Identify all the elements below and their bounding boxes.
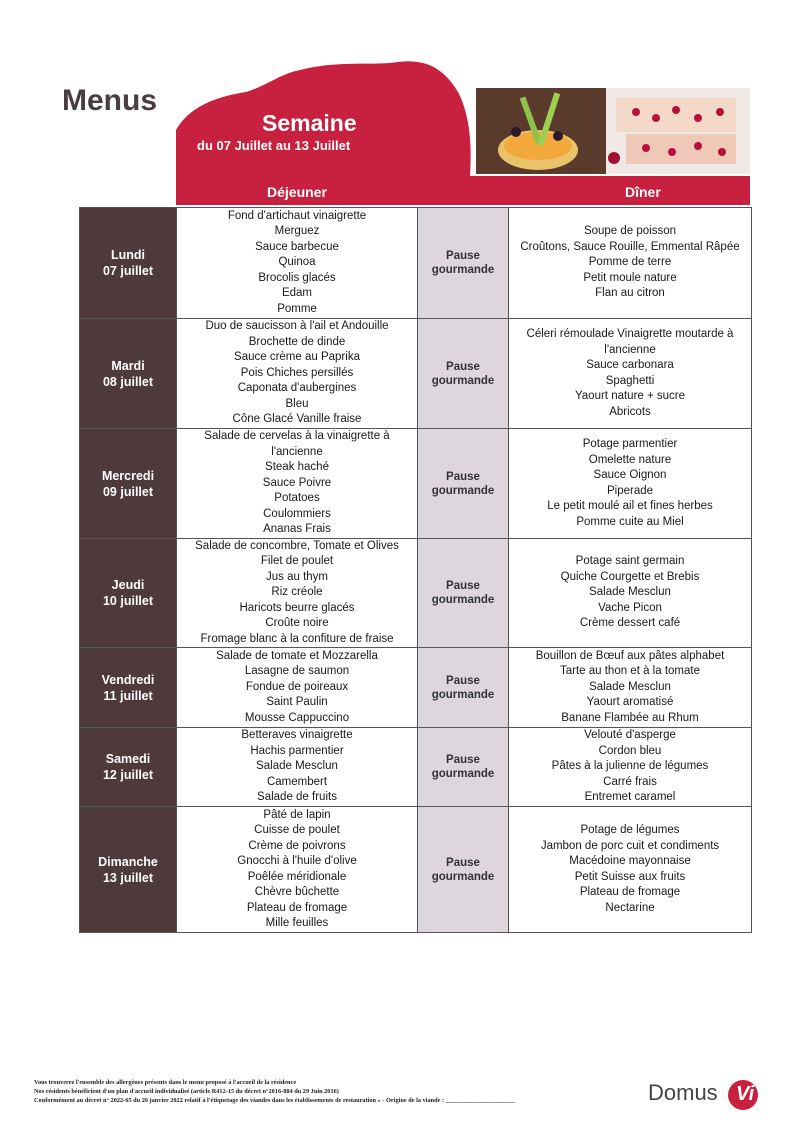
dejeuner-item: Mousse Cappuccino [244,711,350,724]
dejeuner-item: Brocolis glacés [258,271,336,284]
pause-label: Pause [446,856,480,869]
diner-item: Tarte au thon et à la tomate [559,665,700,678]
pause-cell [417,648,509,727]
dejeuner-item: Salade Mesclun [256,760,338,773]
dejeuner-item: Salade de tomate et Mozzarella [216,649,378,662]
pause-cell [417,429,509,538]
dejeuner-header: Déjeuner [267,184,327,200]
dejeuner-item: Filet de poulet [260,555,334,568]
day-row [80,319,751,429]
dejeuner-item: Bleu [285,397,309,410]
diner-cell [509,728,751,806]
footer-plan: Nos résidents bénéficient d'un plan d'accueil individualisé (article R412-15 du décret n°2016-884 du 29 Juin 2016) [34,1088,339,1095]
day-date: 13 juillet [102,870,154,885]
diner-item: Quiche Courgette et Brebis [560,570,700,583]
diner-item: Soupe de poisson [583,225,677,238]
day-name: Jeudi [111,578,145,592]
pause-cell [417,807,509,932]
footer-allergens: Vous trouverez l'ensemble des allergènes présents dans le menu proposé à l'accueil de la résidence [34,1079,297,1086]
day-name: Samedi [105,752,151,766]
dejeuner-item: Fromage blanc à la confiture de fraise [200,632,394,645]
dejeuner-item: Crème de poivrons [248,839,346,852]
diner-item: Crème dessert café [579,617,681,630]
pause-cell [417,319,509,428]
pause-label: Pause [446,754,480,766]
page-title: Menus [62,84,158,117]
day-cell [80,429,176,538]
diner-item: Pomme de terre [588,256,672,269]
dejeuner-item: Sauce Poivre [262,476,332,489]
dejeuner-item: Plateau de fromage [246,901,348,914]
dejeuner-cell [176,319,417,428]
diner-item: Salade Mesclun [589,680,671,693]
diner-item: Omelette nature [588,453,672,466]
diner-item: Pâtes à la julienne de légumes [551,760,709,773]
diner-item: Velouté d'asperge [584,729,676,742]
dejeuner-item: Quinoa [278,256,316,269]
day-cell [80,728,176,806]
dejeuner-item: Duo de saucisson à l'ail et Andouille [205,320,389,333]
dejeuner-item: Camembert [266,775,328,788]
dejeuner-cell [176,208,417,318]
diner-cell [509,807,751,932]
week-label: Semaine [262,110,357,136]
logo-mark-text: Vi [736,1083,755,1105]
dejeuner-item: Steak haché [265,461,329,474]
dejeuner-item: Croûte noire [265,617,329,630]
dejeuner-item: Edam [281,287,313,300]
dejeuner-item: Salade de fruits [257,791,337,804]
diner-cell [509,208,751,318]
day-cell [80,539,176,647]
day-name: Dimanche [98,854,158,869]
pause-label: Pause [446,250,480,262]
dejeuner-cell [176,429,417,538]
dejeuner-item: Merguez [274,225,320,238]
diner-item: Abricots [609,405,651,418]
day-row [80,648,751,728]
diner-header: Dîner [625,184,661,200]
pause-label: gourmande [431,870,495,883]
pause-label: Pause [446,470,480,483]
domusvi-logo: Domus [648,1080,718,1105]
dejeuner-item: Salade de cervelas à la vinaigrette à [204,430,390,443]
day-date: 08 juillet [102,374,154,389]
dejeuner-item: Cuisse de poulet [254,824,340,836]
diner-item: Nectarine [605,901,655,914]
dejeuner-item: Salade de concombre, Tomate et Olives [195,539,399,552]
pause-cell [417,539,509,647]
diner-item: Potage de légumes [580,824,680,836]
diner-item: Céleri rémoulade Vinaigrette moutarde à [526,328,734,340]
diner-item: Cordon bleu [598,744,662,757]
diner-item: Croûtons, Sauce Rouille, Emmental Râpée [520,240,740,253]
dejeuner-item: Brochette de dinde [248,335,346,348]
pause-cell [417,208,509,318]
diner-item: Banane Flambée au Rhum [561,711,699,724]
diner-item: Petit moule nature [583,271,677,284]
diner-item: Carré frais [603,775,657,788]
diner-item: Spaghetti [605,374,655,387]
pause-cell [417,728,509,806]
diner-item: Potage saint germain [575,555,685,568]
day-cell [80,208,176,318]
dejeuner-item: Fond d'artichaut vinaigrette [227,209,367,222]
day-date: 09 juillet [102,484,154,499]
pause-label: Pause [446,360,480,373]
diner-item: Entremet caramel [584,791,676,804]
day-date: 11 juillet [103,688,153,703]
column-header-bar [176,176,750,205]
dejeuner-item: Poêlée méridionale [247,870,347,883]
day-date: 07 juillet [102,264,154,278]
dejeuner-item: Haricots beurre glacés [239,601,355,614]
diner-item: Vache Picon [598,601,662,614]
diner-cell [509,648,751,727]
footer-notes [34,1078,515,1105]
diner-cell [509,539,751,647]
dejeuner-item: Pomme [277,302,317,315]
week-dates: du 07 Juillet au 13 Juillet [197,138,351,153]
diner-item: Le petit moulé ail et fines herbes [547,500,713,512]
dejeuner-item: Ananas Frais [263,523,331,536]
diner-item: Sauce Oignon [593,469,667,481]
diner-item: Bouillon de Bœuf aux pâtes alphabet [535,649,725,662]
dejeuner-item: Saint Paulin [266,696,328,709]
diner-item: Macédoine mayonnaise [569,855,691,867]
day-row [80,807,751,932]
day-name: Lundi [110,248,145,262]
dejeuner-item: Mille feuilles [265,917,329,929]
domusvi-logo-mark [728,1080,758,1110]
dejeuner-item: Pois Chiches persillés [240,366,354,379]
day-row [80,429,751,539]
diner-item: Flan au citron [595,287,665,300]
day-row [80,539,751,648]
dejeuner-item: Sauce barbecue [255,240,339,253]
dejeuner-item: Caponata d'aubergines [237,382,357,395]
diner-cell [509,319,751,428]
dejeuner-item: Hachis parmentier [250,744,344,757]
dejeuner-item: Fondue de poireaux [245,680,349,693]
diner-item: Sauce carbonara [586,359,674,371]
pause-label: gourmande [431,484,495,497]
diner-cell [509,429,751,538]
pause-label: gourmande [431,374,495,387]
diner-item: Petit Suisse aux fruits [574,870,686,883]
diner-item: Pomme cuite au Miel [576,515,684,528]
dejeuner-item: Lasagne de saumon [244,665,350,678]
food-photo [476,88,750,174]
dejeuner-item: l'ancienne [271,445,323,458]
dejeuner-item: Chèvre bûchette [254,886,340,898]
day-row [80,208,751,319]
day-name: Mercredi [101,468,155,483]
day-cell [80,807,176,932]
diner-item: Jambon de porc cuit et condiments [540,839,720,852]
diner-item: Salade Mesclun [589,586,671,599]
dejeuner-item: Gnocchi à l'huile d'olive [237,855,357,867]
diner-item: Piperade [606,484,654,497]
pause-label: gourmande [431,768,495,780]
day-name: Vendredi [101,672,155,687]
pause-label: gourmande [431,688,495,701]
dejeuner-cell [176,728,417,806]
pause-label: Pause [446,580,480,592]
day-cell [80,319,176,428]
menu-grid [79,207,752,933]
diner-item: Potage parmentier [582,438,678,450]
dejeuner-item: Potatoes [274,492,320,505]
day-cell [80,648,176,727]
dejeuner-item: Pâté de lapin [263,808,331,821]
dejeuner-item: Riz créole [271,586,323,599]
day-date: 12 juillet [102,768,154,782]
dejeuner-item: Coulommiers [263,507,331,520]
pause-label: gourmande [431,264,495,276]
dejeuner-item: Betteraves vinaigrette [241,729,353,742]
day-name: Mardi [111,358,145,373]
dejeuner-item: Sauce crème au Paprika [234,351,360,364]
diner-item: Plateau de fromage [579,886,681,898]
dejeuner-cell [176,807,417,932]
day-row [80,728,751,807]
diner-item: l'ancienne [604,343,656,356]
footer-decree: Conformément au décret n° 2022-65 du 26 janvier 2022 relatif à l'étiquetage des viandes dans les établissements de restauration » - Origine de la viande : ______________________ [34,1097,515,1104]
diner-item: Yaourt aromatisé [586,696,674,709]
diner-item: Yaourt nature + sucre [574,390,686,402]
day-date: 10 juillet [102,594,154,608]
pause-label: gourmande [431,594,495,606]
dejeuner-item: Jus au thym [266,570,328,583]
pause-label: Pause [446,674,480,687]
dejeuner-item: Cône Glacé Vanille fraise [232,413,362,426]
dejeuner-cell [176,648,417,727]
dejeuner-cell [176,539,417,647]
